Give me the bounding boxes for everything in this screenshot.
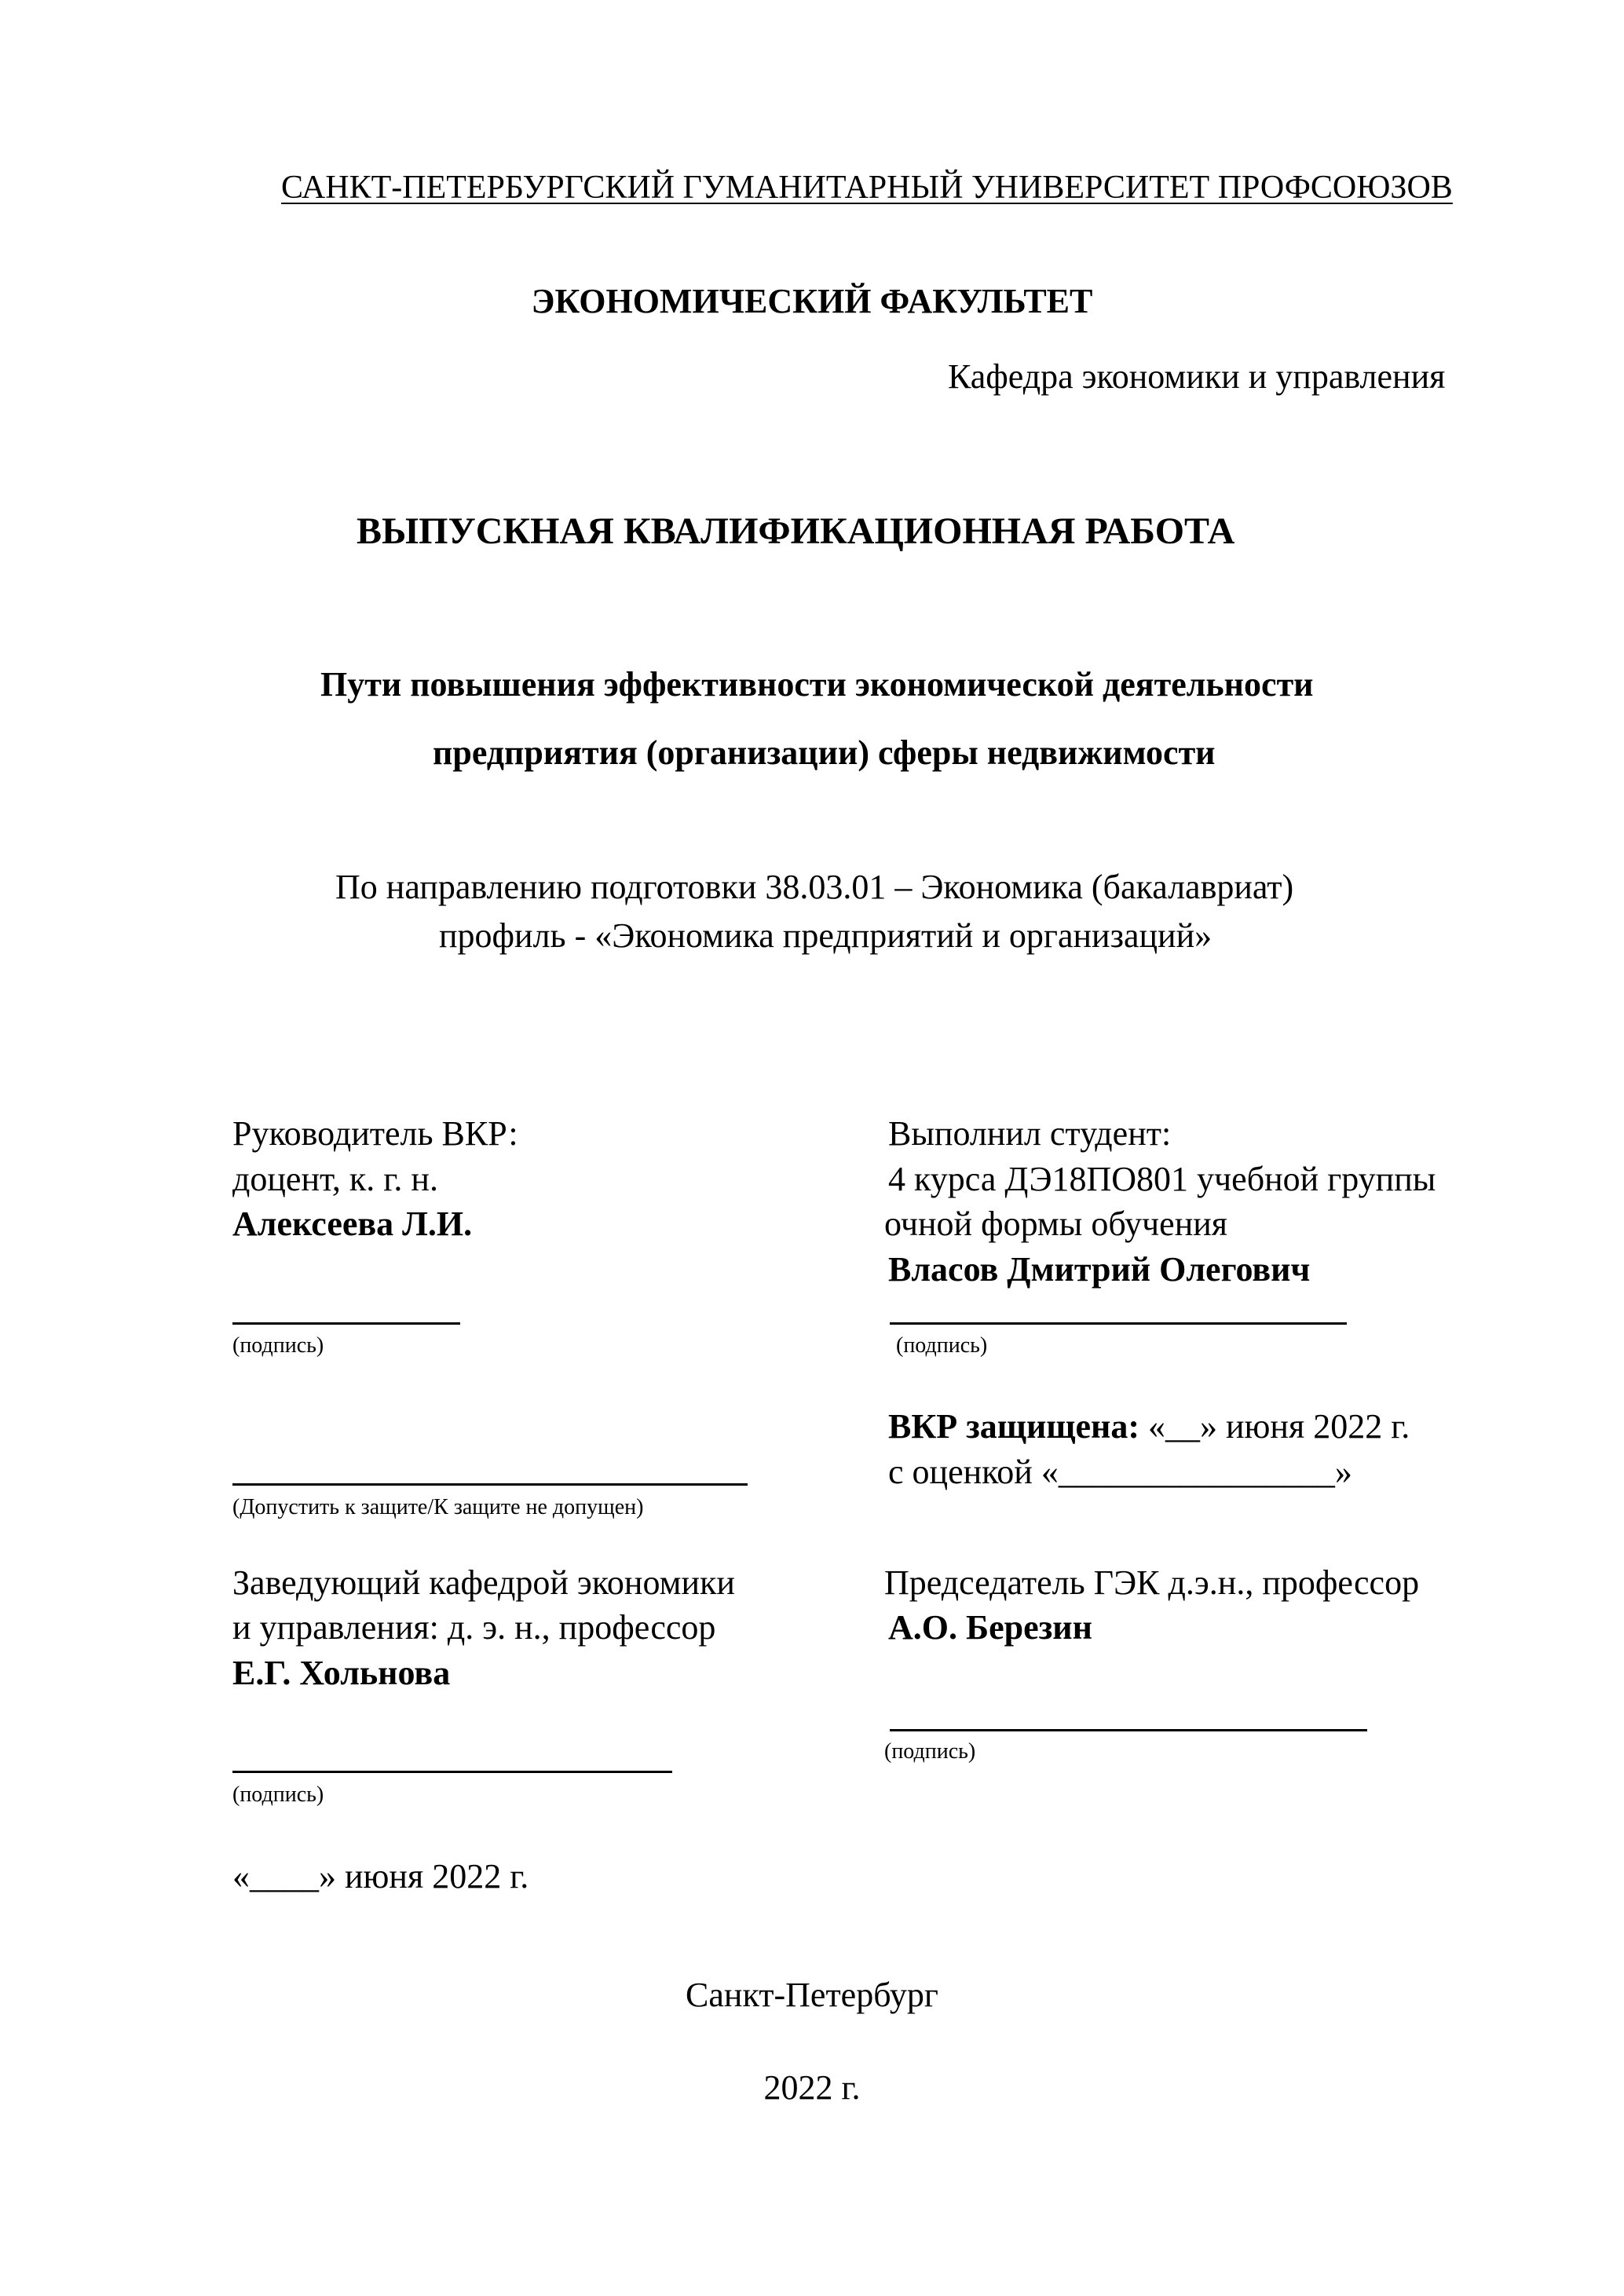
student-signature-line [890,1322,1347,1325]
approval-date: «____» июня 2022 г. [232,1857,529,1896]
student-group: 4 курса ДЭ18ПО801 учебной группы [888,1160,1436,1198]
admission-caption: (Допустить к защите/К защите не допущен) [232,1495,644,1519]
student-label: Выполнил студент: [888,1114,1172,1153]
supervisor-signature-caption: (подпись) [232,1333,324,1358]
faculty-name: ЭКОНОМИЧЕСКИЙ ФАКУЛЬТЕТ [531,282,1093,320]
department-name: Кафедра экономики и управления [948,357,1446,396]
student-study-form: очной формы обучения [884,1205,1228,1243]
admission-line [232,1483,748,1486]
head-of-department-title1: Заведующий кафедрой экономики [232,1563,735,1602]
defense-grade: с оценкой «________________» [888,1453,1352,1491]
work-type: ВЫПУСКНАЯ КВАЛИФИКАЦИОННАЯ РАБОТА [357,510,1235,552]
supervisor-label: Руководитель ВКР: [232,1114,518,1153]
chairman-signature-caption: (подпись) [884,1739,976,1764]
work-title-line2: предприятия (организации) сферы недвижимости [433,733,1216,772]
study-direction: По направлению подготовки 38.03.01 – Экономика (бакалавриат) [335,868,1294,906]
head-of-department-name: Е.Г. Хольнова [232,1654,451,1692]
head-of-department-signature-line [232,1771,672,1773]
study-profile: профиль - «Экономика предприятий и организаций» [439,916,1213,955]
chairman-signature-line [890,1729,1367,1731]
supervisor-signature-line [232,1322,460,1325]
supervisor-name: Алексеева Л.И. [232,1205,473,1243]
university-name: САНКТ-ПЕТЕРБУРГСКИЙ ГУМАНИТАРНЫЙ УНИВЕРСИТЕТ ПРОФСОЮЗОВ [281,170,1453,206]
chairman-title: Председатель ГЭК д.э.н., профессор [884,1563,1420,1602]
head-of-department-signature-caption: (подпись) [232,1782,324,1807]
student-signature-caption: (подпись) [896,1333,988,1358]
work-title-line1: Пути повышения эффективности экономической деятельности [320,665,1314,704]
city: Санкт-Петербург [686,1976,938,2014]
year: 2022 г. [763,2068,861,2107]
defense-date: «__» июня 2022 г. [1148,1407,1410,1446]
chairman-name: А.О. Березин [888,1608,1093,1647]
supervisor-position: доцент, к. г. н. [232,1160,438,1198]
defense-label: ВКР защищена: [888,1407,1139,1446]
student-name: Власов Дмитрий Олегович [888,1250,1311,1289]
head-of-department-title2: и управления: д. э. н., профессор [232,1608,716,1647]
defense-line [888,1409,1410,1444]
